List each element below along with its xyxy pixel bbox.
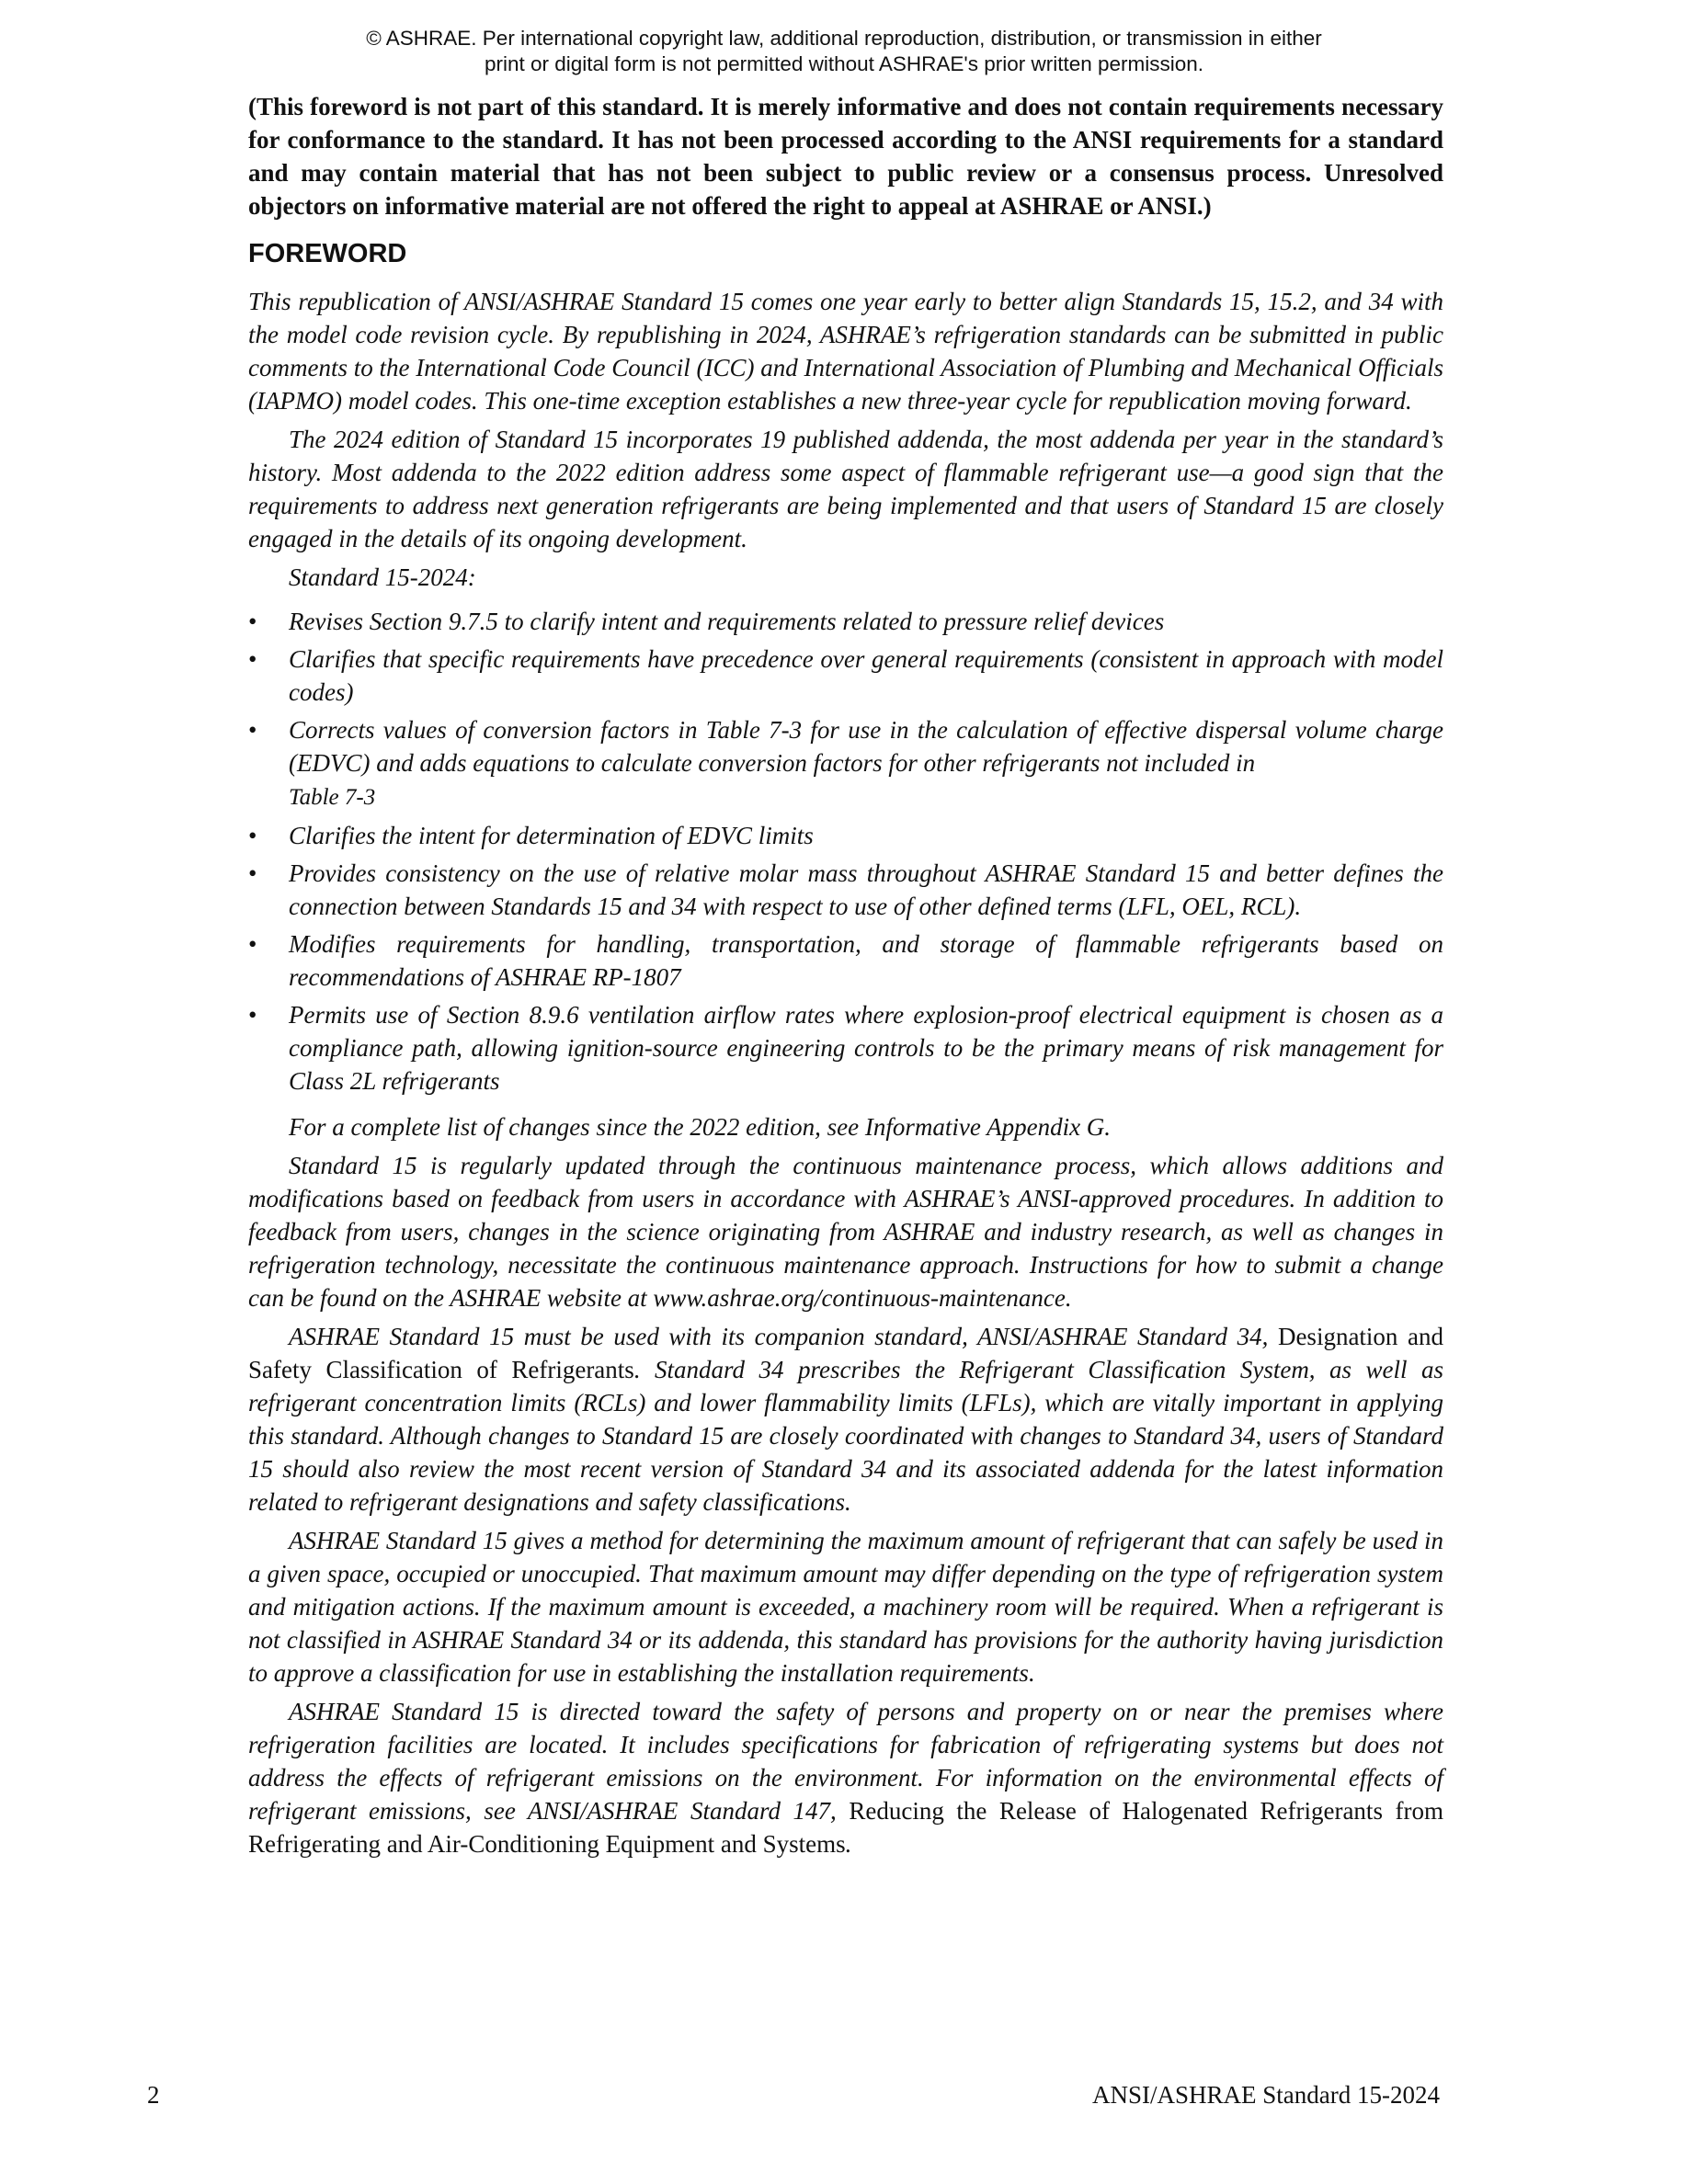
body-paragraph-5: [248, 1695, 1443, 1860]
list-item-text: Revises Section 9.7.5 to clarify intent and requirements related to pressure relief devices: [289, 608, 1165, 635]
list-item: [248, 819, 1443, 852]
list-item-text: Permits use of Section 8.9.6 ventilation airflow rates where explosion-proof electrical equipment is chosen as a compliance path, allowing ignition-source engineering controls to be the primary means of risk management for Class 2L refrigerants: [289, 1001, 1443, 1095]
section-heading: FOREWORD: [248, 239, 407, 268]
list-item-text: Provides consistency on the use of relative molar mass throughout ASHRAE Standard 15 and better defines the connection between Standards 15 and 34 with respect to use of other defined terms (LFL, OEL, RCL).: [289, 859, 1443, 920]
paragraph-text: ASHRAE Standard 15 must be used with its companion standard, ANSI/ASHRAE Standard 34,: [289, 1323, 1278, 1350]
changes-list: [248, 605, 1443, 1098]
bullet-marker: •: [248, 859, 257, 887]
intro-paragraph-3: Standard 15-2024:: [289, 563, 476, 591]
paragraph-text: . Standard 34 prescribes the Refrigerant Classification System, as well as refrigerant concentration limits (RCLs) and lower flammability limits (LFLs), which are vitally important in applying this standard. Although changes to Standard 15 are closely coordinated with changes to Standard 34, users of Standard 15 should also review the most recent version of Standard 34 and its associated addenda for the latest information related to refrigerant designations and safety classifications.: [248, 1356, 1443, 1516]
foreword-disclaimer: (This foreword is not part of this standard. It is merely informative and does not contain requirements necessary for conformance to the standard. It has not been processed according to the ANSI requirements for a standard and may contain material that has not been subject to public review or a consensus process. Unresolved objectors on informative material are not offered the right to appeal at ASHRAE or ANSI.): [248, 93, 1443, 220]
copyright-line-1: © ASHRAE. Per international copyright law, additional reproduction, distribution, or transmission in either: [366, 27, 1322, 50]
list-item-text: Clarifies that specific requirements have precedence over general requirements (consistent in approach with model codes): [289, 645, 1443, 706]
standard-title: Designation and Safety Classification of Refrigerants: [248, 1323, 1443, 1383]
body-paragraph-2: Standard 15 is regularly updated through the continuous maintenance process, which allows additions and modifications based on feedback from users in accordance with ASHRAE’s ANSI-approved procedures. In addition to feedback from users, changes in the science originating from ASHRAE and industry research, as well as changes in refrigeration technology, necessitate the continuous maintenance approach. Instructions for how to submit a change can be found on the ASHRAE website at www.ashrae.org/continuous-maintenance.: [248, 1152, 1443, 1312]
list-item: [248, 998, 1443, 1098]
paragraph-text: ASHRAE Standard 15 is directed toward the safety of persons and property on or near the premises where refrigeration facilities are located. It includes specifications for fabrication of refrigerating systems but does not address the effects of refrigerant emissions on the environment. For information on the environmental effects of refrigerant emissions, see ANSI/ASHRAE Standard 147,: [248, 1698, 1443, 1825]
list-item: [248, 643, 1443, 709]
standard-title: Reducing the Release of Halogenated Refrigerants from Refrigerating and Air-Conditioning Equipment and Systems: [248, 1797, 1443, 1858]
bullet-marker: •: [248, 645, 257, 673]
document-title: ANSI/ASHRAE Standard 15-2024: [1092, 2081, 1440, 2109]
list-item: [248, 857, 1443, 923]
table-reference: Table 7-3: [289, 785, 376, 810]
list-item: [248, 927, 1443, 994]
list-item-text: Corrects values of conversion factors in Table 7-3 for use in the calculation of effective dispersal volume charge (EDVC) and adds equations to calculate conversion factors for other refrigerants not included in: [289, 716, 1443, 777]
list-item: [248, 605, 1443, 638]
bullet-marker: •: [248, 716, 257, 744]
list-item-text: Clarifies the intent for determination of EDVC limits: [289, 822, 814, 849]
bullet-marker: •: [248, 1001, 257, 1029]
intro-paragraph-2: The 2024 edition of Standard 15 incorporates 19 published addenda, the most addenda per year in the standard’s history. Most addenda to the 2022 edition address some aspect of flammable refrigerant use—a good sign that the requirements to address next generation refrigerants are being implemented and that users of Standard 15 are closely engaged in the details of its ongoing development.: [248, 426, 1443, 552]
bullet-marker: •: [248, 822, 257, 849]
body-paragraph-4: ASHRAE Standard 15 gives a method for determining the maximum amount of refrigerant that can safely be used in a given space, occupied or unoccupied. That maximum amount may differ depending on the type of refrigeration system and mitigation actions. If the maximum amount is exceeded, a machinery room will be required. When a refrigerant is not classified in ASHRAE Standard 34 or its addenda, this standard has provisions for the authority having jurisdiction to approve a classification for use in establishing the installation requirements.: [248, 1527, 1443, 1687]
copyright-notice: [0, 26, 1688, 77]
list-item: [248, 713, 1443, 814]
copyright-line-2: print or digital form is not permitted without ASHRAE's prior written permission.: [484, 52, 1204, 75]
page-content: [248, 90, 1443, 1866]
paragraph-text: .: [845, 1830, 852, 1858]
body-paragraph-1: For a complete list of changes since the 2022 edition, see Informative Appendix G.: [289, 1113, 1112, 1141]
bullet-marker: •: [248, 608, 257, 635]
list-item-text: Modifies requirements for handling, transportation, and storage of flammable refrigerants based on recommendations of ASHRAE RP-1807: [289, 930, 1443, 991]
intro-paragraph-1: This republication of ANSI/ASHRAE Standard 15 comes one year early to better align Standards 15, 15.2, and 34 with the model code revision cycle. By republishing in 2024, ASHRAE’s refrigeration standards can be submitted in public comments to the International Code Council (ICC) and International Association of Plumbing and Mechanical Officials (IAPMO) model codes. This one-time exception establishes a new three-year cycle for republication moving forward.: [248, 288, 1443, 415]
body-paragraph-3: [248, 1320, 1443, 1519]
bullet-marker: •: [248, 930, 257, 958]
page-number: 2: [147, 2081, 160, 2109]
